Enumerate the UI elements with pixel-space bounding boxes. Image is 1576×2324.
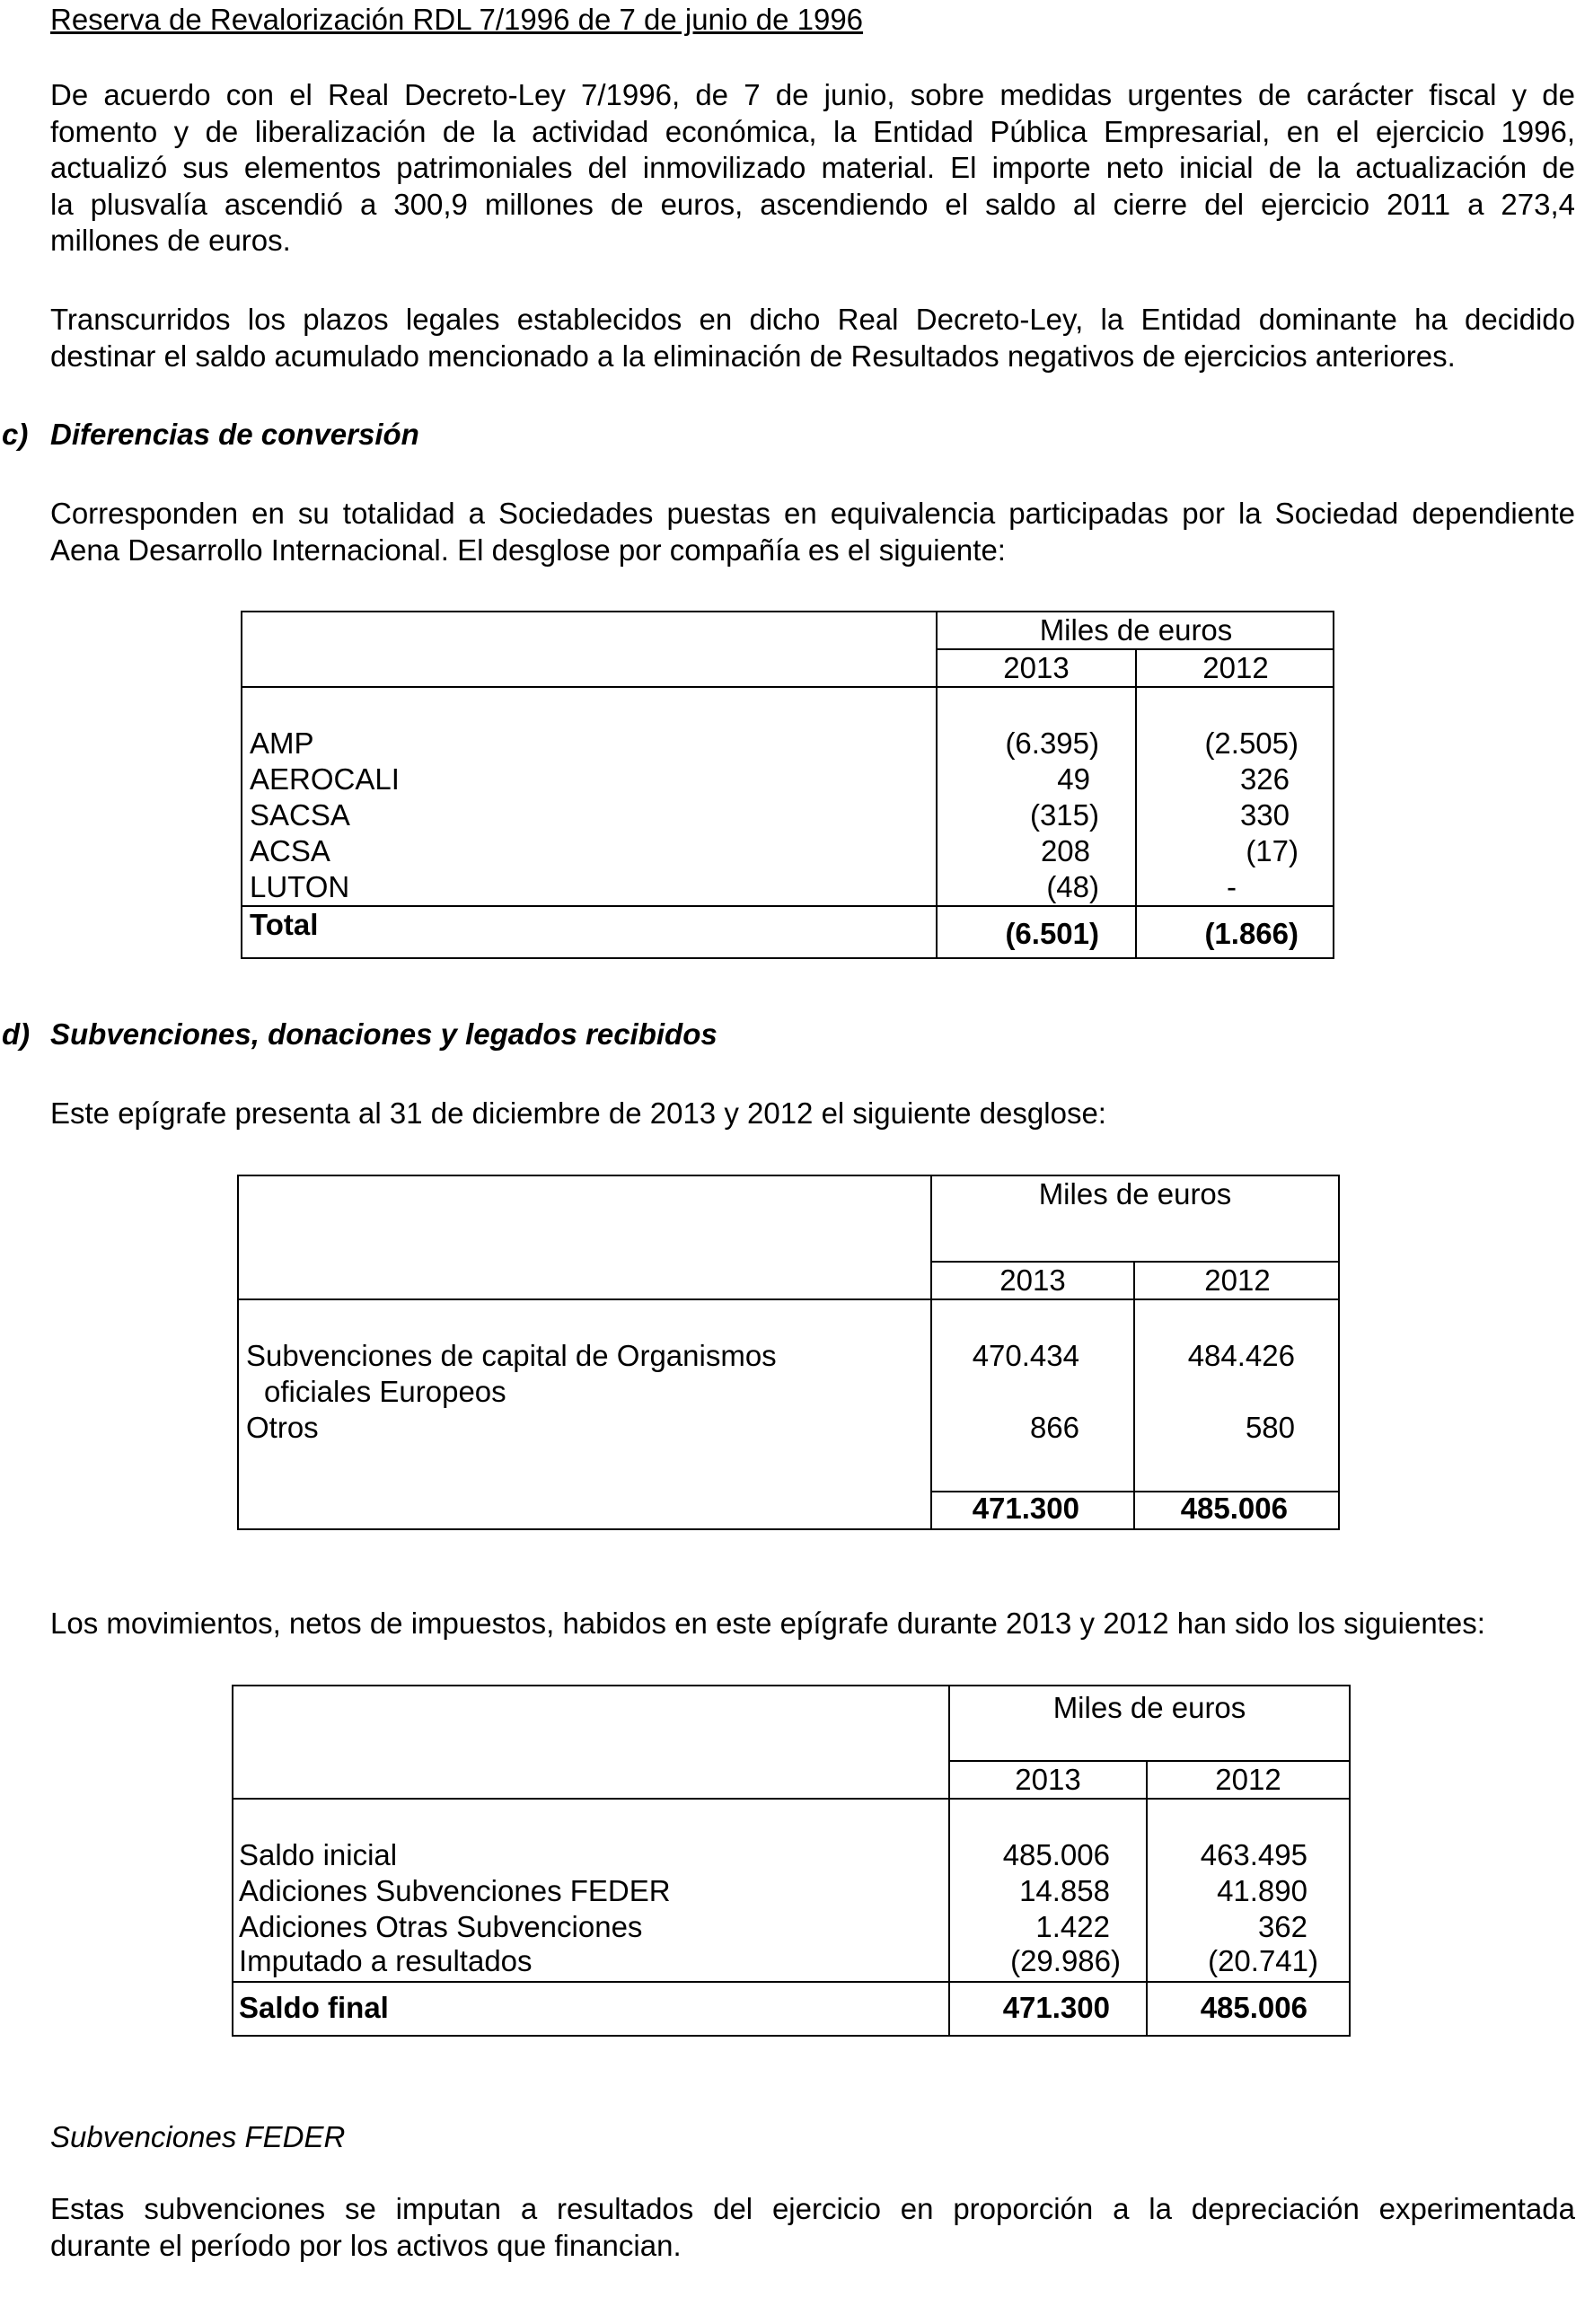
row-value-2013: (29.986) xyxy=(1010,1944,1121,1977)
feder-paragraph xyxy=(50,2191,1575,2264)
row-value-2013: 208 xyxy=(1040,834,1090,867)
row-value-2012: 484.426 xyxy=(1187,1339,1295,1372)
row-value-2013: (315) xyxy=(1029,798,1099,832)
table-divider xyxy=(241,686,1334,688)
row-label: Adiciones Otras Subvenciones xyxy=(239,1910,643,1943)
row-label: Otros xyxy=(246,1411,319,1444)
feder-subtitle: Subvenciones FEDER xyxy=(50,2120,346,2153)
row-value-2012: 362 xyxy=(1257,1910,1307,1943)
section-d-title: Subvenciones, donaciones y legados recibidos xyxy=(50,1017,718,1051)
row-value-2012: 463.495 xyxy=(1200,1838,1307,1871)
row-value-2012: (17) xyxy=(1246,834,1299,867)
paragraph-line: Aena Desarrollo Internacional. El desglose por compañía es el siguiente: xyxy=(50,533,1006,567)
paragraph-line: actualizó sus elementos patrimoniales del inmovilizado material. El importe neto inicial de la actualización de xyxy=(50,151,1575,184)
column-header-2013: 2013 xyxy=(1003,651,1070,684)
row-value-2012: 41.890 xyxy=(1217,1874,1307,1907)
total-value-2013: 471.300 xyxy=(972,1492,1079,1525)
column-header-2012: 2012 xyxy=(1204,1263,1271,1297)
row-value-2012: 326 xyxy=(1239,762,1290,796)
row-label: Subvenciones de capital de Organismos xyxy=(246,1339,777,1372)
row-label: LUTON xyxy=(250,870,350,903)
row-value-2013: (6.395) xyxy=(1005,726,1099,760)
table-header-units: Miles de euros xyxy=(1039,613,1233,647)
movimientos-intro: Los movimientos, netos de impuestos, habidos en este epígrafe durante 2013 y 2012 han sido los siguientes: xyxy=(50,1607,1485,1640)
reserva-heading: Reserva de Revalorización RDL 7/1996 de 7 de junio de 1996 xyxy=(50,3,864,36)
row-value-2013: 485.006 xyxy=(1002,1838,1110,1871)
table-divider xyxy=(237,1298,1340,1300)
section-c-intro xyxy=(50,496,1575,568)
table-divider xyxy=(1133,1261,1135,1530)
total-label: Total xyxy=(250,908,319,941)
row-label: Adiciones Subvenciones FEDER xyxy=(239,1874,671,1907)
table-header-units: Miles de euros xyxy=(1052,1691,1246,1724)
row-label: ACSA xyxy=(250,834,330,867)
paragraph-line: Estas subvenciones se imputan a resultados del ejercicio en proporción a la depreciación experimentada xyxy=(50,2192,1575,2225)
section-c-title: Diferencias de conversión xyxy=(50,418,419,451)
total-value-2013: (6.501) xyxy=(1005,917,1099,950)
paragraph-line: Transcurridos los plazos legales establecidos en dicho Real Decreto-Ley, la Entidad dominante ha decidido xyxy=(50,303,1575,336)
reserva-paragraph-1 xyxy=(50,77,1575,260)
row-value-2012: 580 xyxy=(1245,1411,1295,1444)
total-value-2013: 471.300 xyxy=(1002,1991,1110,2024)
total-value-2012: 485.006 xyxy=(1180,1492,1288,1525)
paragraph-line: durante el período por los activos que financian. xyxy=(50,2228,682,2262)
column-header-2012: 2012 xyxy=(1202,651,1269,684)
row-value-2013: 14.858 xyxy=(1019,1874,1110,1907)
paragraph-line: destinar el saldo acumulado mencionado a la eliminación de Resultados negativos de ejercicios anteriores. xyxy=(50,339,1456,373)
table-divider xyxy=(241,905,1334,907)
paragraph-line: fomento y de liberalización de la actividad económica, la Entidad Pública Empresarial, en el ejercicio 1996, xyxy=(50,114,1575,148)
reserva-paragraph-2 xyxy=(50,302,1575,374)
row-value-2013: 470.434 xyxy=(972,1339,1079,1372)
row-value-2013: (48) xyxy=(1046,870,1099,903)
row-label: AEROCALI xyxy=(250,762,400,796)
total-value-2012: 485.006 xyxy=(1200,1991,1307,2024)
column-header-2013: 2013 xyxy=(999,1263,1066,1297)
row-label: SACSA xyxy=(250,798,350,832)
column-header-2013: 2013 xyxy=(1015,1763,1081,1796)
row-label: Saldo inicial xyxy=(239,1838,398,1871)
row-label: Imputado a resultados xyxy=(239,1944,533,1977)
paragraph-line: Corresponden en su totalidad a Sociedades puestas en equivalencia participadas por la Sociedad dependiente xyxy=(50,497,1575,530)
row-value-2013: 866 xyxy=(1029,1411,1079,1444)
total-label: Saldo final xyxy=(239,1991,389,2024)
row-label-continuation: oficiales Europeos xyxy=(264,1375,506,1408)
row-label: AMP xyxy=(250,726,314,760)
row-value-2012: - xyxy=(1227,870,1237,903)
section-d-letter: d) xyxy=(2,1017,31,1051)
table-divider xyxy=(232,1798,1351,1800)
row-value-2013: 1.422 xyxy=(1035,1910,1110,1943)
row-value-2012: (20.741) xyxy=(1208,1944,1318,1977)
column-header-2012: 2012 xyxy=(1215,1763,1281,1796)
total-value-2012: (1.866) xyxy=(1204,917,1299,950)
paragraph-line: millones de euros. xyxy=(50,224,291,257)
section-c-letter: c) xyxy=(2,418,29,451)
table-divider xyxy=(232,1981,1351,1983)
table-header-units: Miles de euros xyxy=(1038,1177,1232,1210)
row-value-2012: 330 xyxy=(1239,798,1290,832)
paragraph-line: De acuerdo con el Real Decreto-Ley 7/1996, de 7 de junio, sobre medidas urgentes de carácter fiscal y de xyxy=(50,78,1575,111)
paragraph-line: la plusvalía ascendió a 300,9 millones de euros, ascendiendo el saldo al cierre del ejercicio 2011 a 273,4 xyxy=(50,187,1575,221)
section-d-intro: Este epígrafe presenta al 31 de diciembre de 2013 y 2012 el siguiente desglose: xyxy=(50,1096,1106,1130)
row-value-2012: (2.505) xyxy=(1204,726,1299,760)
row-value-2013: 49 xyxy=(1057,762,1090,796)
